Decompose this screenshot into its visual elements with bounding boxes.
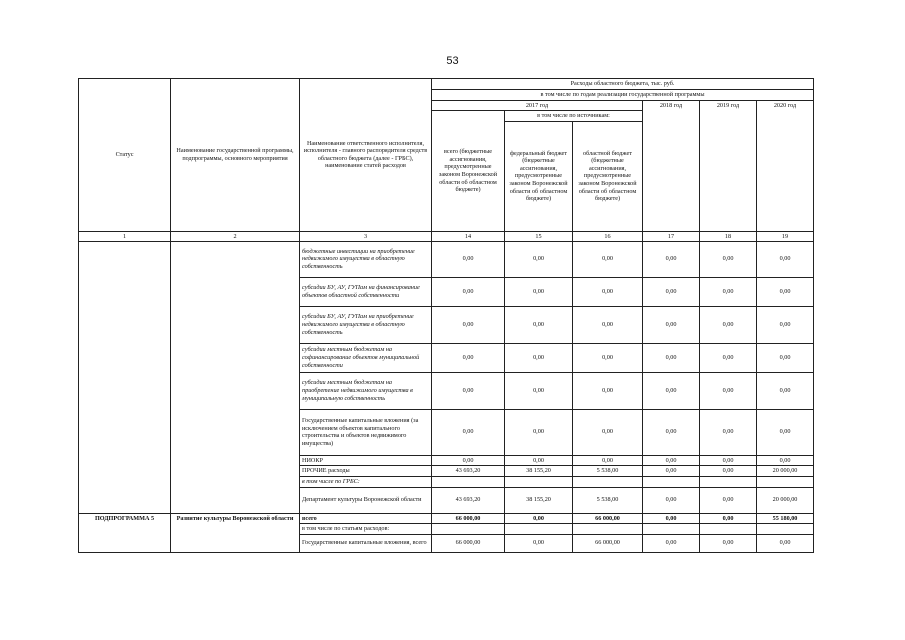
- value-cell: 0,00: [432, 306, 505, 343]
- expense-row-label: Департамент культуры Воронежской области: [300, 487, 432, 513]
- col-index: 1: [79, 231, 171, 241]
- col-index: 16: [573, 231, 643, 241]
- value-cell: 0,00: [432, 343, 505, 372]
- expense-row-label: в том числе по статьям расходов:: [300, 524, 432, 535]
- value-cell: [700, 476, 757, 487]
- header-status: Статус: [79, 79, 171, 232]
- value-cell: 0,00: [757, 455, 814, 466]
- value-cell: 0,00: [700, 487, 757, 513]
- value-cell: 0,00: [573, 241, 643, 277]
- value-cell: 20 000,00: [757, 466, 814, 477]
- value-cell: 0,00: [757, 343, 814, 372]
- value-cell: 66 000,00: [432, 534, 505, 552]
- value-cell: 0,00: [505, 306, 573, 343]
- value-cell: 0,00: [505, 241, 573, 277]
- status-cell-empty: [79, 241, 171, 513]
- value-cell: 0,00: [700, 409, 757, 455]
- value-cell: 0,00: [505, 513, 573, 524]
- value-cell: 66 000,00: [432, 513, 505, 524]
- expense-row-label: Государственные капитальные вложения (за исключением объектов капитального строительства и объектов недвижимого имущества): [300, 409, 432, 455]
- header-year-2017: 2017 год: [432, 100, 643, 111]
- value-cell: 0,00: [573, 455, 643, 466]
- value-cell: [700, 524, 757, 535]
- value-cell: 0,00: [700, 306, 757, 343]
- value-cell: [432, 476, 505, 487]
- value-cell: 0,00: [700, 534, 757, 552]
- value-cell: 0,00: [757, 306, 814, 343]
- value-cell: 20 000,00: [757, 487, 814, 513]
- value-cell: 0,00: [573, 372, 643, 409]
- value-cell: 55 180,00: [757, 513, 814, 524]
- col-index: 19: [757, 231, 814, 241]
- value-cell: [643, 524, 700, 535]
- value-cell: [573, 524, 643, 535]
- value-cell: [432, 524, 505, 535]
- value-cell: 0,00: [757, 534, 814, 552]
- value-cell: 0,00: [643, 343, 700, 372]
- expense-row-label: субсидии БУ, АУ, ГУПам на финансирование объектов областной собственности: [300, 277, 432, 306]
- value-cell: 66 000,00: [573, 513, 643, 524]
- expense-row-label: субсидии БУ, АУ, ГУПам на приобретение недвижимого имущества в областную собственность: [300, 306, 432, 343]
- value-cell: 38 155,20: [505, 466, 573, 477]
- value-cell: 0,00: [505, 277, 573, 306]
- expense-row-label: НИОКР: [300, 455, 432, 466]
- value-cell: 0,00: [700, 241, 757, 277]
- value-cell: [643, 476, 700, 487]
- value-cell: [757, 476, 814, 487]
- value-cell: 0,00: [432, 409, 505, 455]
- value-cell: 0,00: [505, 409, 573, 455]
- value-cell: 0,00: [757, 409, 814, 455]
- expense-row-label: Государственные капитальные вложения, всего: [300, 534, 432, 552]
- value-cell: 0,00: [432, 241, 505, 277]
- header-regional-col: областной бюджет (бюджетные ассигнования, предусмотренные законом Воронежской области об областном бюджете): [573, 121, 643, 231]
- expense-row-label: субсидии местным бюджетам на приобретение недвижимого имущества в муниципальную собственность: [300, 372, 432, 409]
- value-cell: 0,00: [700, 513, 757, 524]
- value-cell: 0,00: [643, 372, 700, 409]
- header-federal-col: федеральный бюджет (бюджетные ассигнования, предусмотренные законом Воронежской области об областном бюджете): [505, 121, 573, 231]
- value-cell: 0,00: [643, 409, 700, 455]
- value-cell: 0,00: [700, 455, 757, 466]
- header-program-name: Наименование государственной программы, подпрограммы, основного мероприятия: [171, 79, 300, 232]
- value-cell: 43 693,20: [432, 466, 505, 477]
- value-cell: 0,00: [573, 277, 643, 306]
- value-cell: 0,00: [757, 277, 814, 306]
- value-cell: 0,00: [757, 372, 814, 409]
- value-cell: 0,00: [700, 343, 757, 372]
- value-cell: 0,00: [643, 455, 700, 466]
- value-cell: 5 538,00: [573, 466, 643, 477]
- program-cell-empty: [171, 241, 300, 513]
- value-cell: 0,00: [505, 343, 573, 372]
- header-executor: Наименование ответственного исполнителя, исполнителя - главного распорядителя средств областного бюджета (далее - ГРБС), наименование статей расходов: [300, 79, 432, 232]
- value-cell: 0,00: [573, 343, 643, 372]
- value-cell: 0,00: [700, 466, 757, 477]
- value-cell: 0,00: [643, 487, 700, 513]
- value-cell: [573, 476, 643, 487]
- value-cell: 0,00: [505, 455, 573, 466]
- col-index: 14: [432, 231, 505, 241]
- value-cell: 0,00: [432, 277, 505, 306]
- header-total-col: всего (бюджетные ассигнования, предусмотренные законом Воронежской области об областном бюджете): [432, 111, 505, 232]
- expense-row-label: бюджетные инвестиции на приобретение недвижимого имущества в областную собственность: [300, 241, 432, 277]
- value-cell: 0,00: [505, 534, 573, 552]
- value-cell: 43 693,20: [432, 487, 505, 513]
- page-number: 53: [446, 55, 459, 67]
- expense-row-label: ПРОЧИЕ расходы: [300, 466, 432, 477]
- value-cell: 0,00: [505, 372, 573, 409]
- header-by-years: в том числе по годам реализации государственной программы: [432, 90, 814, 101]
- value-cell: 0,00: [757, 241, 814, 277]
- value-cell: 0,00: [700, 277, 757, 306]
- col-index: 18: [700, 231, 757, 241]
- value-cell: 0,00: [643, 534, 700, 552]
- value-cell: 0,00: [573, 409, 643, 455]
- value-cell: 66 000,00: [573, 534, 643, 552]
- subprogram-name: Развитие культуры Воронежской области: [171, 513, 300, 552]
- col-index: 2: [171, 231, 300, 241]
- value-cell: 0,00: [573, 306, 643, 343]
- value-cell: 0,00: [643, 241, 700, 277]
- value-cell: 0,00: [432, 455, 505, 466]
- col-index: 17: [643, 231, 700, 241]
- col-index: 15: [505, 231, 573, 241]
- header-expenses-title: Расходы областного бюджета, тыс. руб.: [432, 79, 814, 90]
- expense-row-label: субсидии местным бюджетам на софинансирование объектов муниципальной собственности: [300, 343, 432, 372]
- header-by-sources: в том числе по источникам:: [505, 111, 643, 122]
- value-cell: 38 155,20: [505, 487, 573, 513]
- subprogram-status: ПОДПРОГРАММА 5: [79, 513, 171, 552]
- header-year-2019: 2019 год: [700, 100, 757, 231]
- value-cell: 5 538,00: [573, 487, 643, 513]
- col-index: 3: [300, 231, 432, 241]
- expense-row-label: всего: [300, 513, 432, 524]
- value-cell: 0,00: [700, 372, 757, 409]
- value-cell: 0,00: [643, 306, 700, 343]
- value-cell: 0,00: [643, 277, 700, 306]
- value-cell: [505, 476, 573, 487]
- expense-row-label: в том числе по ГРБС:: [300, 476, 432, 487]
- value-cell: 0,00: [432, 372, 505, 409]
- budget-table: [78, 78, 814, 553]
- value-cell: [757, 524, 814, 535]
- header-year-2020: 2020 год: [757, 100, 814, 231]
- value-cell: 0,00: [643, 466, 700, 477]
- header-year-2018: 2018 год: [643, 100, 700, 231]
- value-cell: [505, 524, 573, 535]
- value-cell: 0,00: [643, 513, 700, 524]
